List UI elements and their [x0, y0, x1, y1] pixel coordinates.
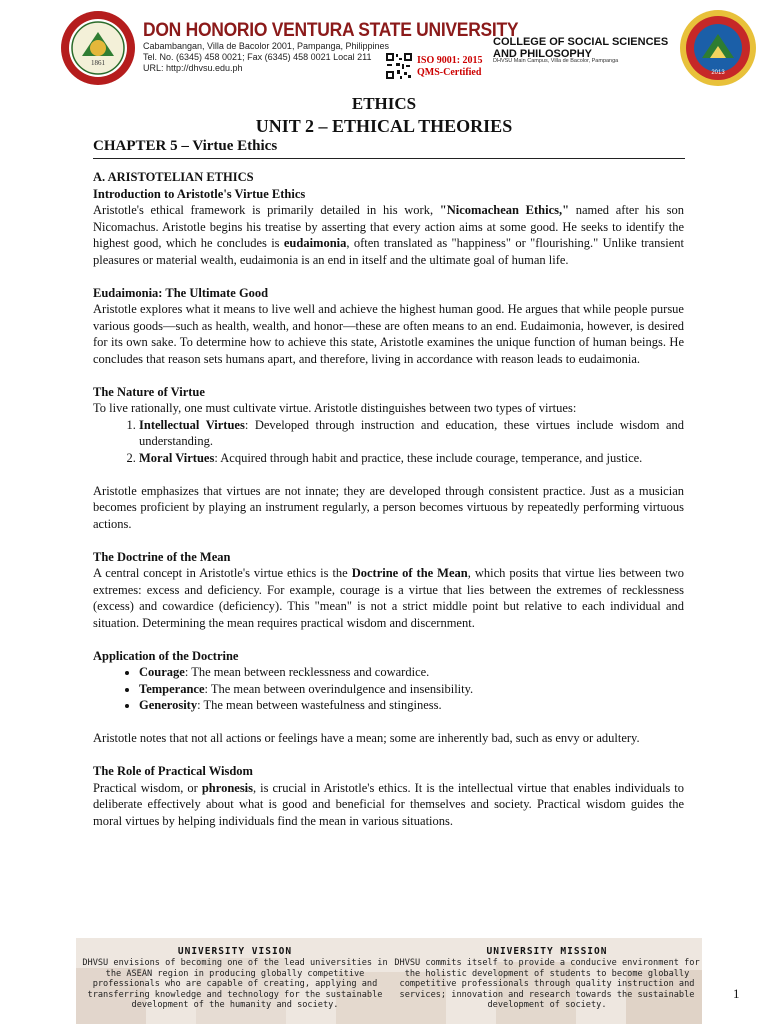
letterhead	[0, 0, 768, 88]
university-url: URL: http://dhvsu.edu.ph	[143, 63, 243, 73]
subsection-heading-virtue: The Nature of Virtue	[93, 384, 205, 399]
list-item: 1. Intellectual Virtues: Developed through instruction and education, these virtues include wisdom and understanding.	[139, 417, 684, 450]
subsection-heading-eudaimonia: Eudaimonia: The Ultimate Good	[93, 285, 269, 300]
college-location: DHVSU Main Campus, Villa de Bacolor, Pampanga	[493, 58, 619, 64]
subsection-heading-application: Application of the Doctrine	[93, 648, 239, 663]
list-item: • Temperance: The mean between overindulgence and insensibility.	[139, 681, 684, 698]
title-divider	[93, 158, 685, 159]
virtue-types-list	[93, 417, 684, 467]
subsection-heading-practical-wisdom: The Role of Practical Wisdom	[93, 764, 253, 778]
college-name-line1: COLLEGE OF SOCIAL SCIENCES	[493, 36, 669, 48]
mission-heading: UNIVERSITY MISSION	[486, 946, 608, 957]
paragraph-mean: A central concept in Aristotle's virtue ethics is the Doctrine of the Mean, which posits that virtue lies between two extremes: excess and deficiency. For example, courage is a virtue that lies between the extremes of recklessness (excess) and cowardice (deficiency). This "mean" is not a strict middle point but relative to each individual and situation. Determining the mean requires practical wisdom and discernment.	[93, 566, 684, 630]
university-mission	[392, 946, 702, 1011]
paragraph-practical-wisdom: Practical wisdom, or phronesis, is crucial in Aristotle's ethics. It is the intellectual virtue that enables individuals to deliberate effectively about what is good and beneficial for themselves and society. Practical wisdom guides the moral virtues by helping individuals find the mean in various situations.	[93, 780, 685, 828]
chapter-title: CHAPTER 5 – Virtue Ethics	[93, 138, 278, 154]
college-seal-icon	[678, 8, 758, 88]
qr-code-icon	[385, 52, 413, 80]
university-vision	[80, 946, 390, 1011]
university-name: DON HONORIO VENTURA STATE UNIVERSITY	[143, 20, 519, 41]
seal-year: 1861	[91, 59, 105, 67]
doctrine-examples-list	[93, 664, 684, 714]
university-seal-icon	[60, 10, 136, 86]
university-address: Cabambangan, Villa de Bacolor 2001, Pampanga, Philippines	[143, 41, 390, 51]
paragraph-eudaimonia: Aristotle explores what it means to live well and achieve the highest human good. He argues that while people pursue various goods—such as health, wealth, and honor—these are often means to an end. Eudaimonia, however, is desired for its own sake. To determine how to achieve this state, Aristotle examines the unique function of human beings. He concludes that reason sets humans apart, and therefore, living in accordance with reason leads to eudaimonia.	[93, 302, 684, 366]
vision-text: DHVSU envisions of becoming one of the lead universities in the ASEAN region in producing globally competitive professionals who are capable of creating, applying and transferring knowledge and technology for the sustainable development of the humanity and society.	[82, 958, 388, 1011]
section-heading: A. ARISTOTELIAN ETHICS	[93, 170, 254, 184]
subsection-heading-mean: The Doctrine of the Mean	[93, 549, 231, 564]
vision-heading: UNIVERSITY VISION	[177, 946, 293, 957]
paragraph-introduction: Aristotle's ethical framework is primarily detailed in his work, "Nicomachean Ethics," named after his son Nicomachus. Aristotle begins his treatise by asserting that every action aims at some good. He seeks to identify the highest good, which he concludes is eudaimonia, often translated as "happiness" or "flourishing." Unlike transient pleasures or material wealth, eudaimonia is an end in itself and the ultimate goal of human life.	[93, 203, 684, 267]
list-item: • Generosity: The mean between wastefulness and stinginess.	[139, 697, 684, 714]
paragraph-virtue-practice: Aristotle emphasizes that virtues are not innate; they are developed through consistent practice. Just as a musician becomes proficient by playing an instrument regularly, a person becomes virtuous by repeatedly performing virtuous actions.	[93, 483, 684, 531]
subsection-heading: Introduction to Aristotle's Virtue Ethics	[93, 186, 306, 201]
vision-mission-banner	[76, 938, 702, 1024]
page-number: 1	[733, 986, 740, 1001]
qms-certified: QMS-Certified	[417, 67, 482, 78]
mission-text: DHVSU commits itself to provide a conducive environment for the holistic development of students to become globally competitive professionals through quality instruction and services; innovation and research towards the sustainable development of society.	[394, 958, 700, 1011]
iso-certification: ISO 9001: 2015	[417, 55, 483, 66]
college-name-line2: AND PHILOSOPHY	[493, 48, 593, 60]
unit-title: UNIT 2 – ETHICAL THEORIES	[255, 116, 513, 136]
paragraph-virtue: To live rationally, one must cultivate virtue. Aristotle distinguishes between two types of virtues:	[93, 401, 577, 415]
list-item: 2. Moral Virtues: Acquired through habit and practice, these include courage, temperance, and justice.	[139, 450, 684, 467]
university-phone: Tel. No. (6345) 458 0021; Fax (6345) 458 0021 Local 211	[143, 52, 372, 62]
document-body	[93, 169, 684, 829]
document-title: ETHICS	[351, 94, 417, 113]
paragraph-no-mean: Aristotle notes that not all actions or feelings have a mean; some are inherently bad, such as envy or adultery.	[93, 731, 640, 745]
list-item: • Courage: The mean between recklessness and cowardice.	[139, 664, 684, 681]
college-seal-year: 2013	[711, 70, 725, 76]
